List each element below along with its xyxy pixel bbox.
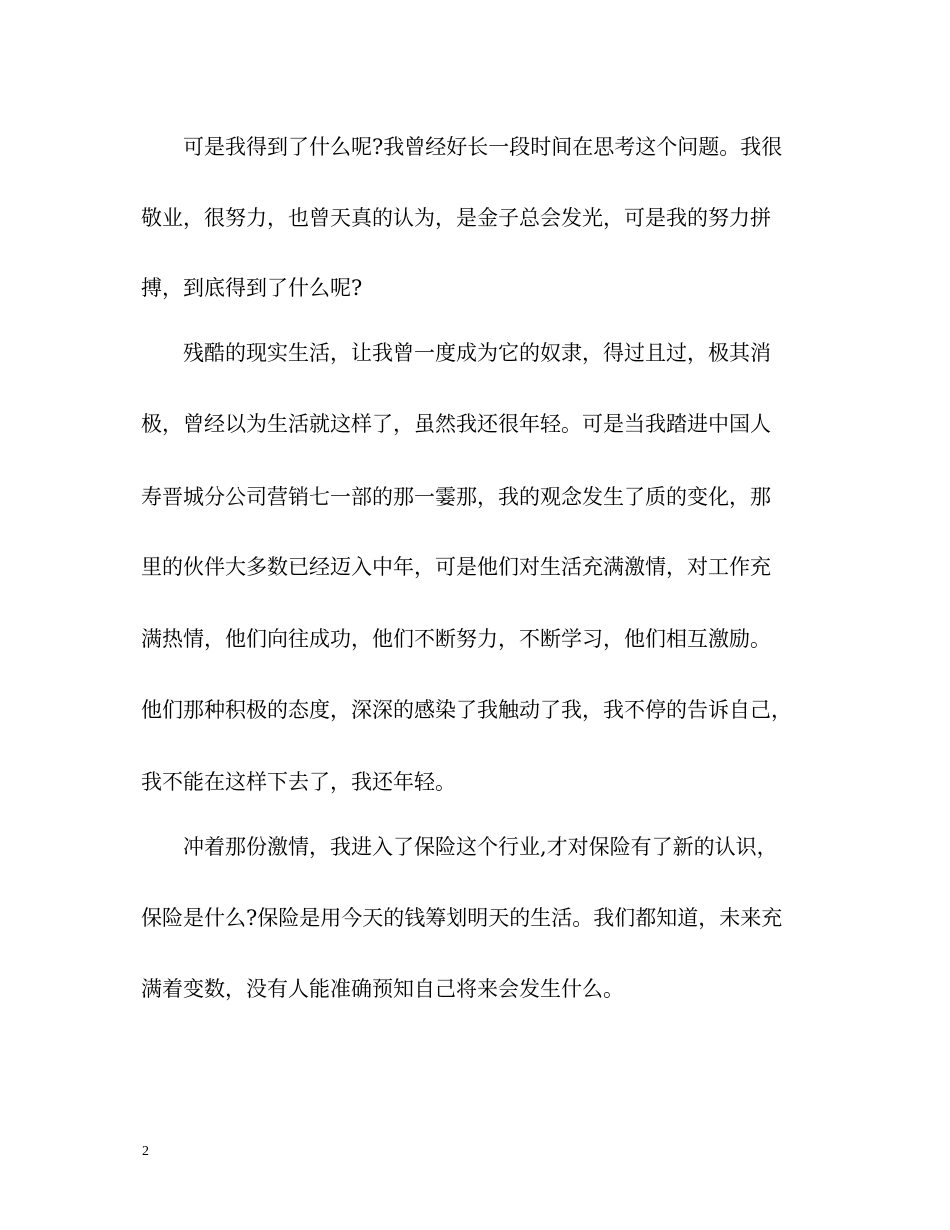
paragraph-1-line-1: 可是我得到了什么呢?我曾经好长一段时间在思考这个问题。我很: [183, 135, 783, 159]
paragraph-1-line-3: 搏，到底得到了什么呢?: [141, 276, 363, 300]
paragraph-1-line-2: 敬业，很努力，也曾天真的认为，是金子总会发光，可是我的努力拼: [141, 206, 771, 230]
paragraph-2-line-3: 寿晋城分公司营销七一部的那一霎那，我的观念发生了质的变化，那: [141, 485, 771, 509]
paragraph-2-line-5: 满热情，他们向往成功，他们不断努力，不断学习，他们相互激励。: [141, 627, 771, 651]
paragraph-2-line-4: 里的伙伴大多数已经迈入中年，可是他们对生活充满激情，对工作充: [141, 555, 771, 579]
paragraph-3-line-2: 保险是什么?保险是用今天的钱筹划明天的生活。我们都知道，未来充: [141, 906, 783, 930]
paragraph-2-line-7: 我不能在这样下去了，我还年轻。: [141, 770, 456, 794]
paragraph-2-line-6: 他们那种积极的态度，深深的感染了我触动了我，我不停的告诉自己，: [141, 698, 792, 722]
paragraph-2-line-2: 极，曾经以为生活就这样了，虽然我还很年轻。可是当我踏进中国人: [141, 412, 771, 436]
paragraph-3-line-3: 满着变数，没有人能准确预知自己将来会发生什么。: [141, 977, 624, 1001]
paragraph-2-line-1: 残酷的现实生活，让我曾一度成为它的奴隶，得过且过，极其消: [183, 341, 771, 365]
page-number: 2: [142, 1144, 149, 1159]
paragraph-3-line-1: 冲着那份激情，我进入了保险这个行业,才对保险有了新的认识，: [183, 835, 778, 859]
